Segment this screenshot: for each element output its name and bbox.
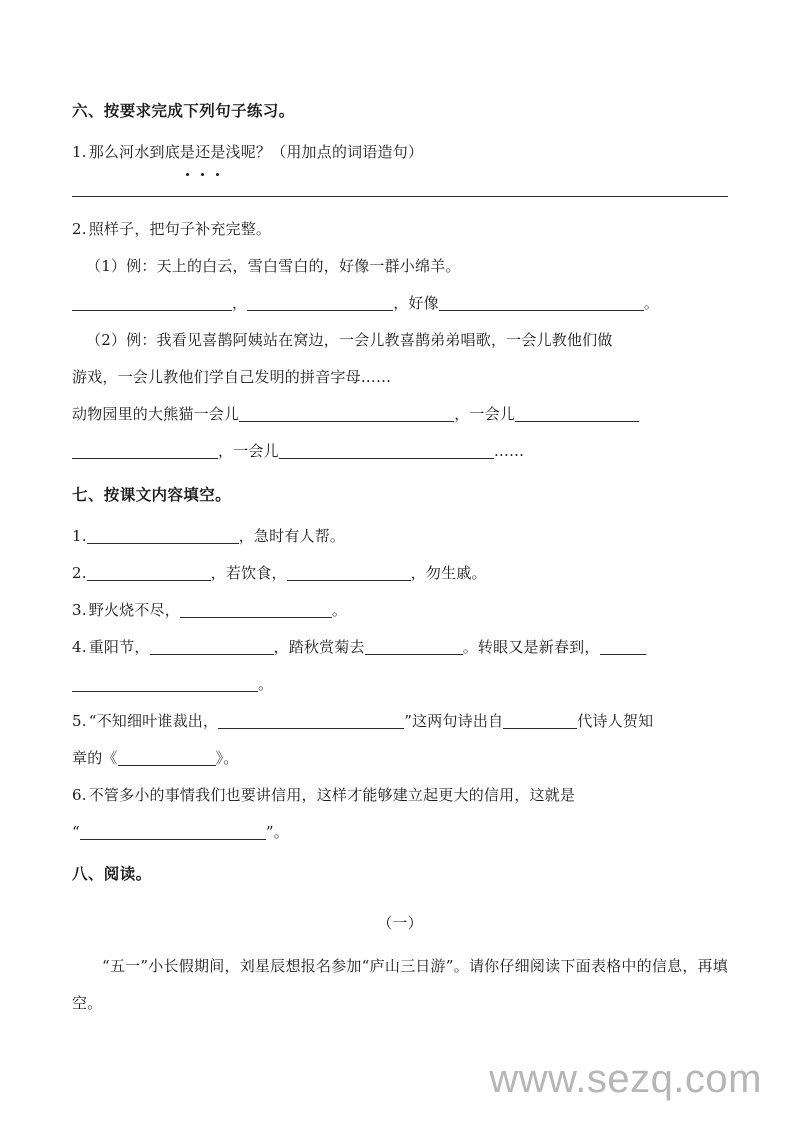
question-7-5-cont xyxy=(72,740,728,777)
document-body xyxy=(72,96,728,1022)
answer-blank-q7-4-c[interactable] xyxy=(600,639,646,655)
q7-2-after: ，勿生戚。 xyxy=(410,564,487,582)
reading-part-label: （一） xyxy=(377,914,423,932)
q7-6-quote-close: ” xyxy=(265,823,274,841)
question-7-4 xyxy=(72,629,728,666)
answer-blank-q6-2-2-d[interactable] xyxy=(279,443,494,459)
question-7-6 xyxy=(72,777,728,814)
section-six-heading: 六、按要求完成下列句子练习。 xyxy=(72,101,295,120)
q6-2-1-end: 。 xyxy=(643,294,660,312)
q6-2-1-joiner-2: ， xyxy=(393,294,409,312)
q6-1-number: 1. xyxy=(72,143,87,161)
section-seven-heading: 七、按课文内容填空。 xyxy=(72,485,232,504)
q7-5-line2-end: 》。 xyxy=(215,749,239,767)
q6-2-2-joiner-2: ，一会儿 xyxy=(218,442,279,460)
q6-2-number: 2. xyxy=(72,220,87,238)
q7-4-mid-2: 。转眼又是新春到， xyxy=(462,638,600,656)
q6-1-text-before: 那么河水到底 xyxy=(88,143,180,161)
q7-6-line1: 不管多小的事情我们也要讲信用，这样才能够建立起更大的信用，这就是 xyxy=(88,786,576,804)
question-7-1 xyxy=(72,518,728,555)
answer-blank-q6-1[interactable] xyxy=(72,181,728,197)
answer-blank-q6-2-1-c[interactable] xyxy=(439,295,644,311)
answer-blank-q7-5-c[interactable] xyxy=(118,750,216,766)
q6-2-2-joiner-1: ，一会儿 xyxy=(454,405,516,423)
q6-2-2-text-line2: 游戏，一会儿教他们学自己发明的拼音字母…… xyxy=(72,368,392,386)
q7-6-end: 。 xyxy=(273,823,289,841)
site-watermark: www.sezq.com xyxy=(489,1057,762,1101)
q7-1-number: 1. xyxy=(72,527,87,545)
answer-blank-q7-3[interactable] xyxy=(180,602,332,618)
answer-blank-q7-1[interactable] xyxy=(87,528,239,544)
q7-5-mid-2: 代诗人贺知 xyxy=(577,712,654,730)
answer-blank-q6-2-2-a[interactable] xyxy=(239,406,454,422)
q7-6-number: 6. xyxy=(72,786,87,804)
section-eight-heading: 八、阅读。 xyxy=(72,864,152,883)
answer-row-q6-2-2-b xyxy=(72,433,728,470)
answer-blank-q7-2-a[interactable] xyxy=(87,565,211,581)
answer-blank-q7-4-b[interactable] xyxy=(365,639,463,655)
q7-2-number: 2. xyxy=(72,564,87,582)
emphasis-char-2: 还 xyxy=(195,134,210,171)
q7-5-line2-lead: 章的《 xyxy=(72,749,118,767)
answer-blank-q6-2-2-b[interactable] xyxy=(515,406,639,422)
answer-blank-q6-2-1-b[interactable] xyxy=(247,295,393,311)
question-6-1 xyxy=(72,134,728,171)
question-7-5 xyxy=(72,703,728,740)
q6-2-2-label: （2） xyxy=(86,331,127,349)
answer-blank-q7-6[interactable] xyxy=(80,824,266,840)
q7-3-end: 。 xyxy=(331,601,348,619)
q6-1-hint: （用加点的词语造句） xyxy=(271,143,424,161)
answer-row-q6-2-2-a xyxy=(72,396,728,433)
q7-5-lead: “不知细叶谁裁出， xyxy=(88,712,219,730)
q7-4-lead: 重阳节， xyxy=(88,638,150,656)
q6-2-2-ellipsis: …… xyxy=(493,442,525,460)
q6-2-2-answer-lead: 动物园里的大熊猫一会儿 xyxy=(72,405,240,423)
q7-4-mid-1: ，踏秋赏菊去 xyxy=(273,638,365,656)
question-6-2-2 xyxy=(72,322,728,359)
question-7-3 xyxy=(72,592,728,629)
question-6-2-2-cont xyxy=(72,359,728,396)
question-7-2 xyxy=(72,555,728,592)
q7-4-number: 4. xyxy=(72,638,87,656)
q7-5-number: 5. xyxy=(72,712,87,730)
reading-passage: “五一”小长假期间，刘星辰想报名参加“庐山三日游”。请你仔细阅读下面表格中的信息，再填空。 xyxy=(72,957,728,1012)
q7-1-after: ，急时有人帮。 xyxy=(238,527,346,545)
question-6-2 xyxy=(72,211,728,248)
answer-blank-q7-4-d[interactable] xyxy=(72,676,258,692)
answer-row-q6-2-1 xyxy=(72,285,728,322)
q7-3-number: 3. xyxy=(72,601,87,619)
q6-2-1-keyword: 好像 xyxy=(408,294,439,312)
answer-blank-q6-2-2-c[interactable] xyxy=(72,443,218,459)
q6-2-1-text: 例：天上的白云，雪白雪白的，好像一群小绵羊。 xyxy=(126,257,461,275)
q7-2-mid: ，若饮食， xyxy=(210,564,287,582)
answer-blank-q6-2-1-a[interactable] xyxy=(72,295,232,311)
answer-blank-q7-4-a[interactable] xyxy=(150,639,274,655)
q6-2-1-label: （1） xyxy=(86,257,127,275)
q7-3-lead: 野火烧不尽， xyxy=(88,601,180,619)
question-7-6-cont xyxy=(72,814,728,851)
q6-2-text: 照样子，把句子补充完整。 xyxy=(88,220,272,238)
q7-5-mid: ”这两句诗出自 xyxy=(404,712,504,730)
q6-2-1-joiner-1: ， xyxy=(232,294,248,312)
emphasis-char-1: 是 xyxy=(180,134,195,171)
q7-4-end: 。 xyxy=(258,675,274,693)
q7-6-quote-open: “ xyxy=(72,823,80,841)
emphasis-char-3: 是 xyxy=(210,134,225,171)
q6-1-text-after: 浅呢？ xyxy=(225,143,272,161)
answer-blank-q7-5-a[interactable] xyxy=(218,713,404,729)
q6-2-2-text-line1: 例：我看见喜鹊阿姨站在窝边，一会儿教喜鹊弟弟唱歌，一会儿教他们做 xyxy=(126,331,613,349)
question-6-2-1 xyxy=(72,248,728,285)
answer-blank-q7-5-b[interactable] xyxy=(503,713,577,729)
answer-blank-q7-2-b[interactable] xyxy=(287,565,411,581)
question-7-4-cont xyxy=(72,666,728,703)
